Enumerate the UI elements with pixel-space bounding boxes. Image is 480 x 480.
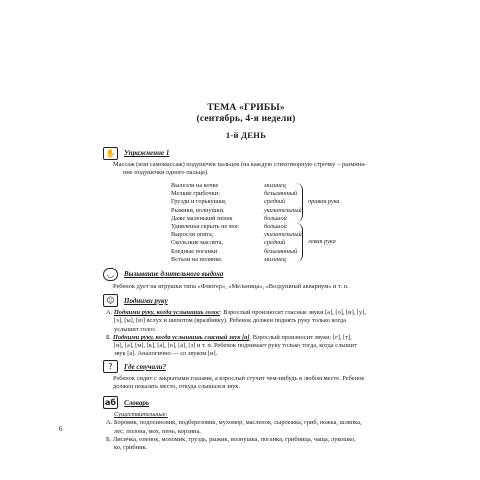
left-hand-brace [296, 223, 303, 262]
poem-row: Выросли опята, указательный [171, 231, 302, 239]
left-hand-label: левая рука [308, 238, 336, 245]
exercise3-heading: Подними руку [124, 297, 168, 305]
page-number: 6 [59, 425, 63, 433]
lips-icon: ◡ [103, 268, 118, 281]
exercise4-heading: Где стучали? [124, 363, 167, 371]
poem-row: Грузди и горькушки, средний [171, 198, 286, 206]
page-title: ТЕМА «ГРИБЫ» (сентябрь, 4-я недели) [196, 103, 296, 124]
poem-row: Бледные поганки безымянный [171, 247, 298, 255]
exercise5-heading: Словарь [124, 399, 150, 407]
exercise5-text: Существительные: А. Боровик, подосиновик, подберезовик, мухомор, масленок, сыроежка, гриб, ножка, шляпка, лес, полона, мох, пень, корзина. Б. Лисичка, опенок, мохомик, груздь, рыжик, волнушка, поганка, грибница, чаща, лукошко, ко, грибник. [106, 411, 362, 452]
book-page [46, 0, 446, 480]
right-hand-label: правая рука [308, 198, 340, 205]
exercise3-text: А. Подними руку, когда услышишь голос: Взрослый произносит гласные звуки [а], [о], [и], [у], [э], [ы], [ю] вслух и шепотом (вразбивку). Ребенок должен поднять руку только когда услышит голос. Б. Подними руку, когда услышишь гласный звук [а]. Взрослый произносит звуки: [г], [т], [н], [а], [м], [к], [а], [о], [а], [з] и т. п. Ребенок поднимает руку только тогда, когда слышит звук [а]. Аналогично — со звуком [и]. [106, 309, 366, 358]
exercise4-text: Ребенок сидит с закрытыми глазами, а взрослый стучит чем-нибудь в любом месте. Ребенок должен показать место, откуда слышался звук. [113, 375, 365, 391]
exercise1-text: Массаж (или самомассаж) подушечек пальцев (на каждую стихотворную строчку – размина- ние подушечки одного пальца). [113, 161, 367, 177]
poem-row: Мелкие грибочки: безымянный [171, 190, 298, 198]
poem-row: Рыжики, волнушки. указательный [171, 206, 302, 214]
poem-row: Удивленья скрыть не мог. большой [171, 222, 287, 230]
hand-icon: ✋ [103, 147, 118, 160]
poem-row: Даже маленький пенек большой [171, 214, 287, 222]
poem-row: Вылезли на кочке мизинец [171, 182, 286, 189]
ear-icon: ☺ [103, 294, 118, 307]
exercise2-heading: Вызывание длительного выдоха [124, 270, 224, 278]
day-heading: 1-й ДЕНЬ [225, 130, 267, 140]
poem-row: Встали на полянке. мизинец [171, 255, 286, 263]
exercise2-text: Ребенок дует на игрушки типа «Флюгер», «Мельница», «Воздушный аквариум» и т. п. [113, 283, 349, 290]
vocabulary-icon: аб [103, 396, 118, 409]
poem-row: Скользкие маслята, средний [171, 239, 286, 247]
exercise1-heading: Упражнение 1 [124, 149, 170, 157]
question-ear-icon: ? [103, 360, 118, 373]
right-hand-brace [296, 183, 303, 222]
